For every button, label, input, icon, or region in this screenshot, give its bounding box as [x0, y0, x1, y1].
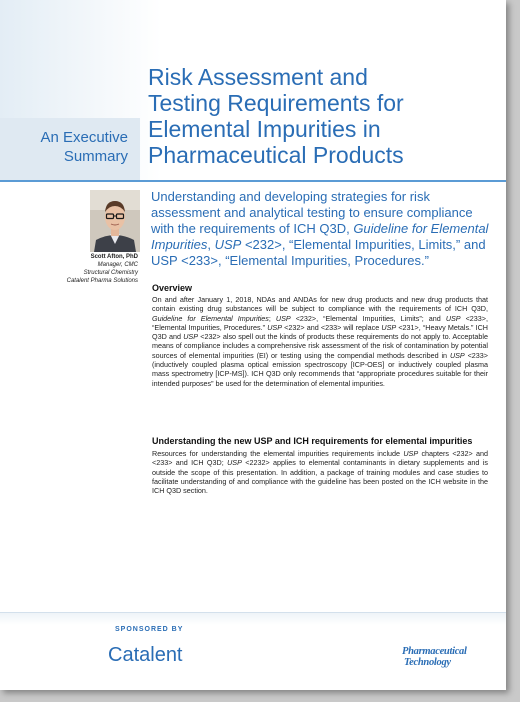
subtitle: Understanding and developing strategies for risk assessment and analytical testing to ensure compliance with the requirements of ICH Q3D, Guideline for Elemental Impurities, USP <232>, “Elemental Impurities, Limits,” and USP <233>, “Elemental Impurities, Procedures.” [151, 189, 489, 268]
overview-paragraph: On and after January 1, 2018, NDAs and ANDAs for new drug products and new drug products that contain existing drug substances will be subject to compliance with the requirements of ICH Q3D, Guideline for Elemental Impurities; USP <232>, “Elemental Impurities, Limits”; and USP <233>, “Elemental Impurities, Procedures.” USP <232> and <233> will replace USP <231>, “Heavy Metals.” ICH Q3D and USP <232> also spell out the kinds of products these requirements do not apply to. Acceptable means of compliance includes a comprehensive risk assessment of the risk of contamination by potential sources of elemental impurities (EI) or testing using the compendial methods described in USP <233> (inductively coupled plasma optical emission spectroscopy [ICP-OES] or inductively coupled plasma mass spectrometry [ICP-MS]). ICH Q3D only recommends that “appropriate procedures suitable for their intended purposes” be used for the determination of elemental impurities. [152, 295, 488, 388]
pharmaceutical-technology-logo [402, 646, 488, 668]
document-title [148, 64, 498, 168]
author-dept: Structural Chemistry [83, 270, 138, 276]
catalent-logo: Catalent [108, 644, 183, 666]
overview-heading: Overview [152, 283, 193, 293]
title-line: Elemental Impurities in [148, 116, 381, 142]
publisher-line-2: Technology [404, 657, 451, 668]
executive-summary-label [40, 128, 128, 166]
title-line: Risk Assessment and [148, 64, 368, 90]
section2-paragraph: Resources for understanding the elemental impurities requirements include USP chapters <232> and <233> and ICH Q3D; USP <2232> applies to elemental contaminants in dietary supplements and is outside the scope of this presentation. In addition, a package of training modules and case studies to facilitate understanding of and compliance with the guideline has been posted on the ICH website in the ICH Q3D section. [152, 449, 488, 496]
title-line: Testing Requirements for [148, 90, 404, 116]
header-divider [0, 180, 506, 182]
author-name: Scott Afton, PhD [90, 254, 138, 260]
section2-heading: Understanding the new USP and ICH requirements for elemental impurities [152, 436, 473, 446]
sponsored-by-label: SPONSORED BY [115, 626, 184, 633]
author-photo [90, 190, 140, 252]
publisher-line-1: Pharmaceutical [402, 646, 467, 657]
exec-line-1: An Executive [40, 129, 128, 146]
footer-divider [0, 612, 506, 625]
author-company: Catalent Pharma Solutions [66, 278, 138, 284]
executive-summary-box [0, 118, 140, 180]
author-info [30, 253, 138, 285]
author-role: Manager, CMC [97, 262, 138, 268]
title-line: Pharmaceutical Products [148, 142, 404, 168]
exec-line-2: Summary [63, 148, 128, 165]
